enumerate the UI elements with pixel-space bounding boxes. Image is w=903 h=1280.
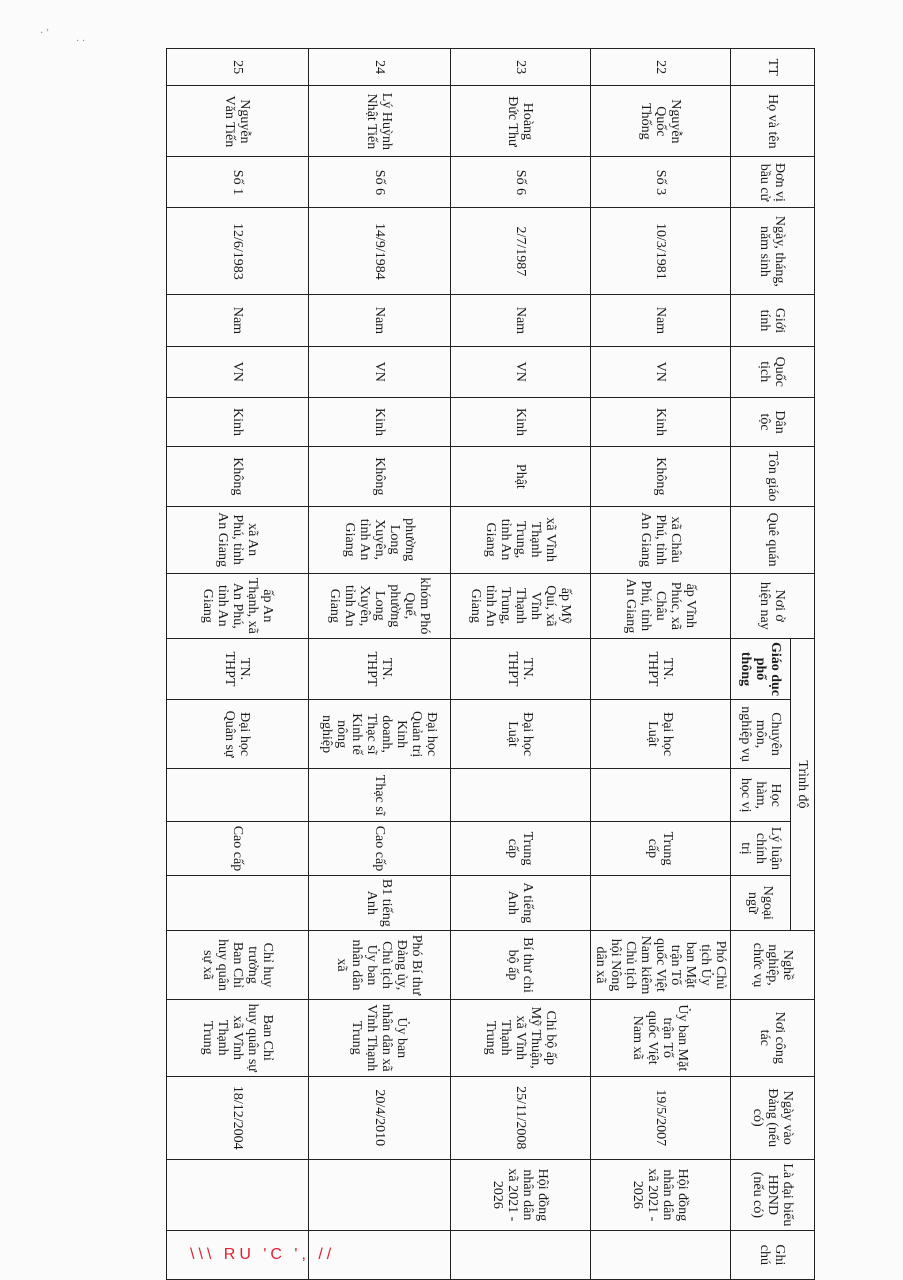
header-note: Ghi chú: [731, 1230, 815, 1279]
header-council: Là đại biểu HĐND (nếu có): [731, 1159, 815, 1230]
cell-degree: [167, 769, 309, 822]
cell-degree: [451, 769, 591, 822]
cell-nationality: VN: [451, 346, 591, 397]
cell-ethnicity: Kinh: [309, 397, 451, 446]
cell-religion: Không: [167, 447, 309, 506]
cell-language: [167, 875, 309, 930]
cell-specialty: Đại học Quân sự: [167, 700, 309, 769]
cell-politics: Trung cấp: [591, 822, 731, 875]
cell-nationality: VN: [309, 346, 451, 397]
cell-party-date: 18/12/2004: [167, 1076, 309, 1159]
header-nationality: Quốc tịch: [731, 346, 815, 397]
cell-dob: 14/9/1984: [309, 208, 451, 295]
cell-general-edu: TN. THPT: [309, 638, 451, 699]
cell-ethnicity: Kinh: [451, 397, 591, 446]
cell-party-date: 19/5/2007: [591, 1076, 731, 1159]
header-residence: Nơi ở hiện nay: [731, 573, 815, 638]
scan-speck: · ·: [76, 36, 86, 47]
cell-job: Phó Chủ tịch Ủy ban Mặt trận Tổ quốc Việt Nam kiêm Chủ tịch hội Nông dân xã: [591, 930, 731, 999]
cell-hometown: xã An Phú, tỉnh An Giang: [167, 506, 309, 573]
header-dob: Ngày, tháng, năm sinh: [731, 208, 815, 295]
header-name: Họ và tên: [731, 86, 815, 157]
cell-residence: ấp Vĩnh Phúc, xã Châu Phú, tỉnh An Giang: [591, 573, 731, 638]
table-row: [591, 49, 731, 1280]
cell-unit: Số 1: [167, 157, 309, 208]
cell-party-date: 20/4/2010: [309, 1076, 451, 1159]
cell-general-edu: TN. THPT: [451, 638, 591, 699]
cell-hometown: xã Vĩnh Thạnh Trung, tỉnh An Giang: [451, 506, 591, 573]
header-party-date: Ngày vào Đảng (nếu có): [731, 1076, 815, 1159]
cell-name: Nguyễn Văn Tiến: [167, 86, 309, 157]
cell-language: [591, 875, 731, 930]
cell-job: Phó Bí thư Đảng ủy, Chủ tịch Ủy ban nhân dân xã: [309, 930, 451, 999]
cell-council: [167, 1159, 309, 1230]
cell-note: [451, 1230, 591, 1279]
cell-language: A tiếng Anh: [451, 875, 591, 930]
cell-degree: Thạc sĩ: [309, 769, 451, 822]
cell-name: Nguyễn Quốc Thống: [591, 86, 731, 157]
scan-speck: · ’: [40, 28, 50, 39]
cell-job: Chỉ huy trưởng Ban Chỉ huy quân sự xã: [167, 930, 309, 999]
cell-workplace: Ủy ban Mặt trận Tổ quốc Việt Nam xã: [591, 1000, 731, 1077]
header-degree: Học hàm, học vị: [731, 769, 791, 822]
header-tt: TT: [731, 49, 815, 86]
header-education-group: Trình độ: [791, 638, 815, 930]
cell-name: Hoàng Đức Thư: [451, 86, 591, 157]
header-gender: Giới tính: [731, 295, 815, 346]
cell-note: [591, 1230, 731, 1279]
cell-nationality: VN: [167, 346, 309, 397]
cell-dob: 10/3/1981: [591, 208, 731, 295]
cell-tt: 24: [309, 49, 451, 86]
cell-general-edu: TN. THPT: [167, 638, 309, 699]
header-specialty: Chuyên môn, nghiệp vụ: [731, 700, 791, 769]
cell-gender: Nam: [591, 295, 731, 346]
header-politics: Lý luận chính trị: [731, 822, 791, 875]
cell-unit: Số 6: [451, 157, 591, 208]
header-job: Nghề nghiệp, chức vụ: [731, 930, 815, 999]
table-row: [167, 49, 309, 1280]
cell-gender: Nam: [451, 295, 591, 346]
cell-gender: Nam: [167, 295, 309, 346]
candidate-table: [166, 48, 815, 1280]
cell-hometown: xã Châu Phú, tỉnh An Giang: [591, 506, 731, 573]
cell-politics: Trung cấp: [451, 822, 591, 875]
cell-dob: 12/6/1983: [167, 208, 309, 295]
header-workplace: Nơi công tác: [731, 1000, 815, 1077]
cell-residence: khóm Phó Quế, phường Long Xuyên, tỉnh An Giang: [309, 573, 451, 638]
header-hometown: Quê quán: [731, 506, 815, 573]
cell-council: Hội đồng nhân dân xã 2021 - 2026: [451, 1159, 591, 1230]
cell-ethnicity: Kinh: [591, 397, 731, 446]
cell-workplace: Chi bộ ấp Mỹ Thuận, xã Vĩnh Thạnh Trung: [451, 1000, 591, 1077]
cell-religion: Phật: [451, 447, 591, 506]
header-general-edu: Giáo dục phổ thông: [731, 638, 791, 699]
cell-specialty: Đại học Luật: [451, 700, 591, 769]
cell-politics: Cao cấp: [309, 822, 451, 875]
cell-nationality: VN: [591, 346, 731, 397]
cell-tt: 25: [167, 49, 309, 86]
cell-hometown: phường Long Xuyên, tỉnh An Giang: [309, 506, 451, 573]
cell-party-date: 25/11/2008: [451, 1076, 591, 1159]
cell-language: B1 tiếng Anh: [309, 875, 451, 930]
cell-ethnicity: Kinh: [167, 397, 309, 446]
header-unit: Đơn vị bầu cử: [731, 157, 815, 208]
cell-general-edu: TN. THPT: [591, 638, 731, 699]
cell-council: Hội đồng nhân dân xã 2021 - 2026: [591, 1159, 731, 1230]
cell-unit: Số 6: [309, 157, 451, 208]
cell-gender: Nam: [309, 295, 451, 346]
page-mark: \\\ RU 'C ', //: [190, 1246, 336, 1263]
table-row: [451, 49, 591, 1280]
header-ethnicity: Dân tộc: [731, 397, 815, 446]
cell-politics: Cao cấp: [167, 822, 309, 875]
table-row: [309, 49, 451, 1280]
cell-specialty: Đại học Luật: [591, 700, 731, 769]
cell-degree: [591, 769, 731, 822]
cell-religion: Không: [591, 447, 731, 506]
cell-tt: 22: [591, 49, 731, 86]
cell-tt: 23: [451, 49, 591, 86]
cell-workplace: Ủy ban nhân dân xã Vĩnh Thạnh Trung: [309, 1000, 451, 1077]
cell-dob: 2/7/1987: [451, 208, 591, 295]
cell-workplace: Ban Chỉ huy quân sự xã Vĩnh Thạnh Trung: [167, 1000, 309, 1077]
header-language: Ngoại ngữ: [731, 875, 791, 930]
cell-specialty: Đại học Quản trị Kinh doanh, Thạc sĩ Kinh tế nông nghiệp: [309, 700, 451, 769]
cell-religion: Không: [309, 447, 451, 506]
cell-residence: ấp Mỹ Quí, xã Vĩnh Thạnh Trung, tỉnh An Giang: [451, 573, 591, 638]
cell-unit: Số 3: [591, 157, 731, 208]
header-row-1: [791, 49, 815, 1280]
cell-name: Lý Huỳnh Nhật Tiến: [309, 86, 451, 157]
cell-residence: ấp An Thạnh, xã An Phú, tỉnh An Giang: [167, 573, 309, 638]
candidate-table-wrapper: [166, 48, 815, 1280]
cell-job: Bí thư chi bộ ấp: [451, 930, 591, 999]
header-religion: Tôn giáo: [731, 447, 815, 506]
cell-council: [309, 1159, 451, 1230]
